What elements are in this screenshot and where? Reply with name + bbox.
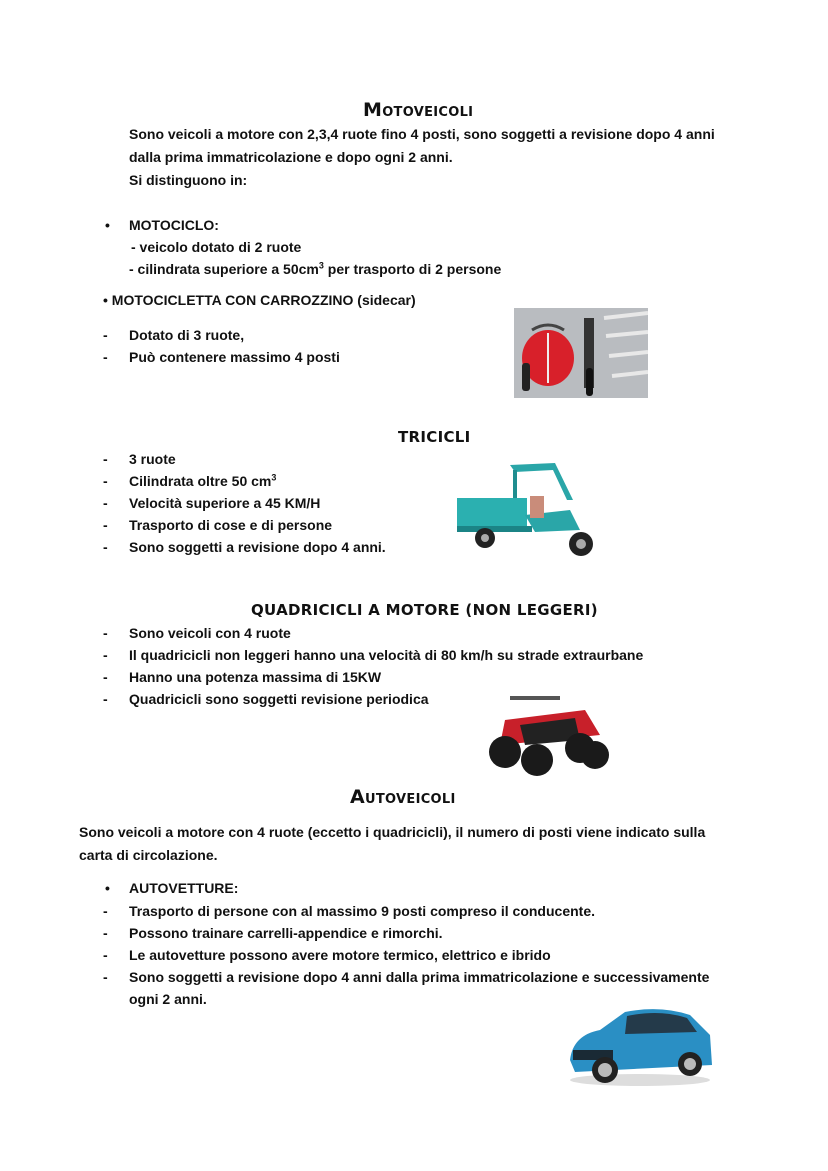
dash: -: [103, 669, 108, 685]
quad-image: [485, 690, 612, 778]
autovetture-label: AUTOVETTURE:: [129, 880, 239, 896]
list-item: Cilindrata oltre 50 $cm^3$: [129, 472, 277, 489]
intro-line: Sono veicoli a motore con 2,3,4 ruote fino 4 posti, sono soggetti a revisione dopo 4 anni: [129, 126, 715, 142]
list-item: Dotato di 3 ruote,: [129, 327, 245, 343]
list-item: - cilindrata superiore a $50cm^3$ per trasporto di 2 persone: [129, 260, 502, 277]
list-item: ogni 2 anni.: [129, 991, 207, 1007]
car-image: [565, 1000, 715, 1088]
dash: -: [103, 903, 108, 919]
list-item: Quadricicli sono soggetti revisione periodica: [129, 691, 429, 707]
intro-line: carta di circolazione.: [79, 847, 218, 863]
list-item: Può contenere massimo 4 posti: [129, 349, 340, 365]
section-title-motoveicoli: Motoveicoli: [363, 99, 474, 121]
list-item: Velocità superiore a 45 KM/H: [129, 495, 321, 511]
list-item: Trasporto di cose e di persone: [129, 517, 333, 533]
dash: -: [103, 969, 108, 985]
section-title-autoveicoli: Autoveicoli: [350, 786, 456, 808]
dash: -: [103, 947, 108, 963]
list-item: Sono soggetti a revisione dopo 4 anni dalla prima immatricolazione e successivamente: [129, 969, 710, 985]
dash: -: [103, 539, 108, 555]
dash: -: [103, 517, 108, 533]
dash: -: [103, 625, 108, 641]
dash: -: [103, 691, 108, 707]
dash: -: [103, 473, 108, 489]
list-item: Sono soggetti a revisione dopo 4 anni.: [129, 539, 386, 555]
intro-line: Si distinguono in:: [129, 172, 248, 188]
dash: -: [103, 495, 108, 511]
list-item: Il quadricicli non leggeri hanno una velocità di 80 km/h su strade extraurbane: [129, 647, 644, 663]
intro-line: Sono veicoli a motore con 4 ruote (eccetto i quadricicli), il numero di posti viene indicato sulla: [79, 824, 706, 840]
bullet: •: [105, 217, 110, 233]
sidecar-label: • MOTOCICLETTA CON CARROZZINO (sidecar): [103, 292, 416, 308]
list-item: Hanno una potenza massima di 15KW: [129, 669, 382, 685]
list-item: Sono veicoli con 4 ruote: [129, 625, 291, 641]
section-title-quadricicli: QUADRICICLI A MOTORE (NON LEGGERI): [251, 601, 598, 619]
bullet: •: [105, 880, 110, 896]
section-title-tricicli: TRICICLI: [398, 428, 471, 446]
list-item: 3 ruote: [129, 451, 176, 467]
list-item: Trasporto di persone con al massimo 9 posti compreso il conducente.: [129, 903, 595, 919]
motociclo-label: MOTOCICLO:: [129, 217, 219, 233]
triciclo-image: [455, 460, 600, 558]
dash: -: [103, 925, 108, 941]
intro-line: dalla prima immatricolazione e dopo ogni 2 anni.: [129, 149, 453, 165]
dash: -: [103, 327, 108, 343]
dash: -: [103, 349, 108, 365]
sidecar-image: [514, 308, 648, 398]
list-item: Possono trainare carrelli-appendice e rimorchi.: [129, 925, 443, 941]
list-item: - veicolo dotato di 2 ruote: [131, 239, 302, 255]
dash: -: [103, 647, 108, 663]
dash: -: [103, 451, 108, 467]
list-item: Le autovetture possono avere motore termico, elettrico e ibrido: [129, 947, 551, 963]
